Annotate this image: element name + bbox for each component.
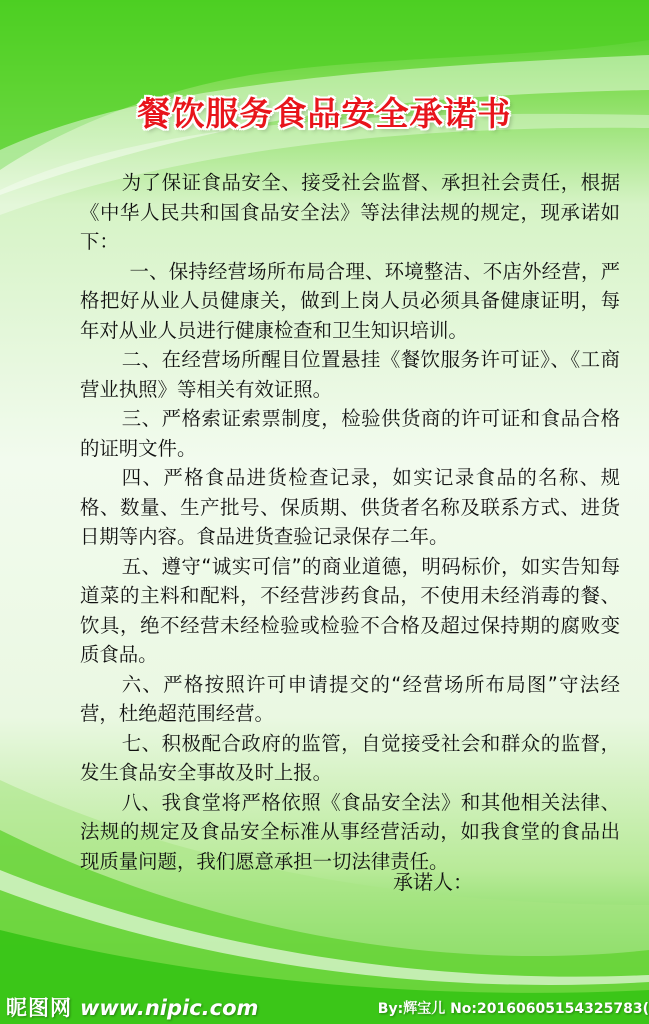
paragraph-item-7: 七、积极配合政府的监管，自觉接受社会和群众的监督，发生食品安全事故及时上报。	[80, 731, 620, 784]
watermark-bar	[0, 988, 649, 1024]
paragraph-item-5: 五、遵守“诚实可信”的商业道德，明码标价，如实告知每道菜的主料和配料，不经营涉药食品，不使用未经消毒的餐、饮具，绝不经营未经检验或检验不合格及超过保持期的腐败变质食品。	[80, 554, 620, 666]
document-title: 餐饮服务食品安全承诺书	[137, 94, 512, 133]
watermark-site-url: www.nipic.com	[80, 996, 259, 1020]
signer-label: 承诺人：	[393, 870, 473, 894]
paragraph-item-3: 三、严格索证索票制度，检验供货商的许可证和食品合格的证明文件。	[80, 407, 620, 460]
watermark-site-name: 昵图网	[6, 995, 72, 1020]
paragraph-item-1: 一、保持经营场所布局合理、环境整洁、不店外经营，严格把好从业人员健康关，做到上岗人员必须具备健康证明，每年对从业人员进行健康检查和卫生知识培训。	[80, 259, 620, 342]
paragraph-item-2: 二、在经营场所醒目位置悬挂《餐饮服务许可证》、《工商营业执照》等相关有效证照。	[80, 348, 620, 401]
commitment-body	[80, 168, 620, 876]
paragraph-item-6: 六、严格按照许可申请提交的“经营场所布局图”守法经营，杜绝超范围经营。	[80, 672, 620, 725]
paragraph-intro: 为了保证食品安全、接受社会监督、承担社会责任，根据《中华人民共和国食品安全法》等法律法规的规定，现承诺如下：	[80, 171, 620, 253]
paragraph-item-4: 四、严格食品进货检查记录，如实记录食品的名称、规格、数量、生产批号、保质期、供货者名称及联系方式、进货日期等内容。食品进货查验记录保存二年。	[80, 466, 620, 548]
watermark-id: By:辉宝儿 No:20160605154325783(	[377, 1001, 649, 1017]
watermark-site	[6, 992, 258, 1022]
paragraph-item-8: 八、我食堂将严格依照《食品安全法》和其他相关法律、法规的规定及食品安全标准从事经营活动，如我食堂的食品出现质量问题，我们愿意承担一切法律责任。	[80, 790, 620, 873]
